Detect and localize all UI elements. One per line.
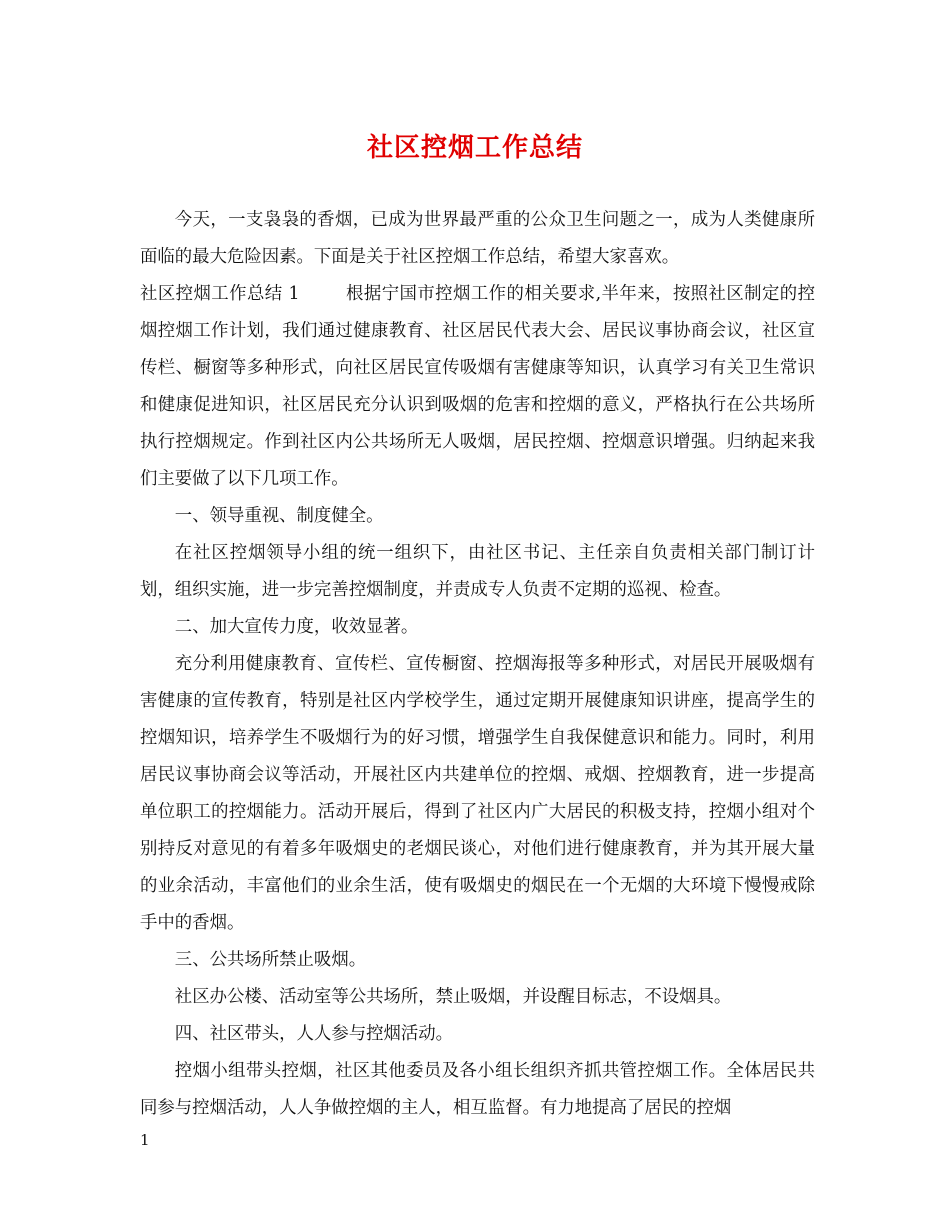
section-lead-text: 根据宁国市控烟工作的相关要求,半年来，按照社区制定的控烟控烟工作计划，我们通过健康教育、社区居民代表大会、居民议事协商会议，社区宣传栏、橱窗等多种形式，向社区居民宣传吸烟有害健康等知识，认真学习有关卫生常识和健康促进知识，社区居民充分认识到吸烟的危害和控烟的意义，严格执行在公共场所执行控烟规定。作到社区内公共场所无人吸烟，居民控烟、控烟意识增强。归纳起来我们主要做了以下几项工作。 (140, 284, 816, 489)
page-number: 1 (140, 1131, 150, 1149)
heading-participation: 四、社区带头，人人参与控烟活动。 (174, 1024, 454, 1044)
intro-paragraph: 今天，一支袅袅的香烟，已成为世界最严重的公众卫生问题之一，成为人类健康所面临的最大危险因素。下面是关于社区控烟工作总结，希望大家喜欢。 (140, 210, 815, 267)
document-body (140, 202, 815, 1127)
heading-publicity: 二、加大宣传力度，收效显著。 (174, 617, 419, 637)
section-label: 社区控烟工作总结 1 (140, 284, 300, 304)
paragraph-publicity: 充分利用健康教育、宣传栏、宣传橱窗、控烟海报等多种形式，对居民开展吸烟有害健康的宣传教育，特别是社区内学校学生，通过定期开展健康知识讲座，提高学生的控烟知识，培养学生不吸烟行为的好习惯，增强学生自我保健意识和能力。同时，利用居民议事协商会议等活动，开展社区内共建单位的控烟、戒烟、控烟教育，进一步提高单位职工的控烟能力。活动开展后，得到了社区内广大居民的积极支持，控烟小组对个别持反对意见的有着多年吸烟史的老烟民谈心，对他们进行健康教育，并为其开展大量的业余活动，丰富他们的业余生活，使有吸烟史的烟民在一个无烟的大环境下慢慢戒除手中的香烟。 (140, 654, 815, 933)
heading-leadership: 一、领导重视、制度健全。 (174, 506, 384, 526)
paragraph-participation: 控烟小组带头控烟，社区其他委员及各小组长组织齐抓共管控烟工作。全体居民共同参与控烟活动，人人争做控烟的主人，相互监督。有力地提高了居民的控烟 (140, 1061, 815, 1118)
heading-public-places: 三、公共场所禁止吸烟。 (174, 950, 367, 970)
section-paragraph (140, 276, 815, 498)
paragraph-public-places: 社区办公楼、活动室等公共场所，禁止吸烟，并设醒目标志，不设烟具。 (174, 987, 732, 1007)
document-title: 社区控烟工作总结 (366, 133, 583, 163)
paragraph-leadership: 在社区控烟领导小组的统一组织下，由社区书记、主任亲自负责相关部门制订计划，组织实施，进一步完善控烟制度，并责成专人负责不定期的巡视、检查。 (140, 543, 815, 600)
